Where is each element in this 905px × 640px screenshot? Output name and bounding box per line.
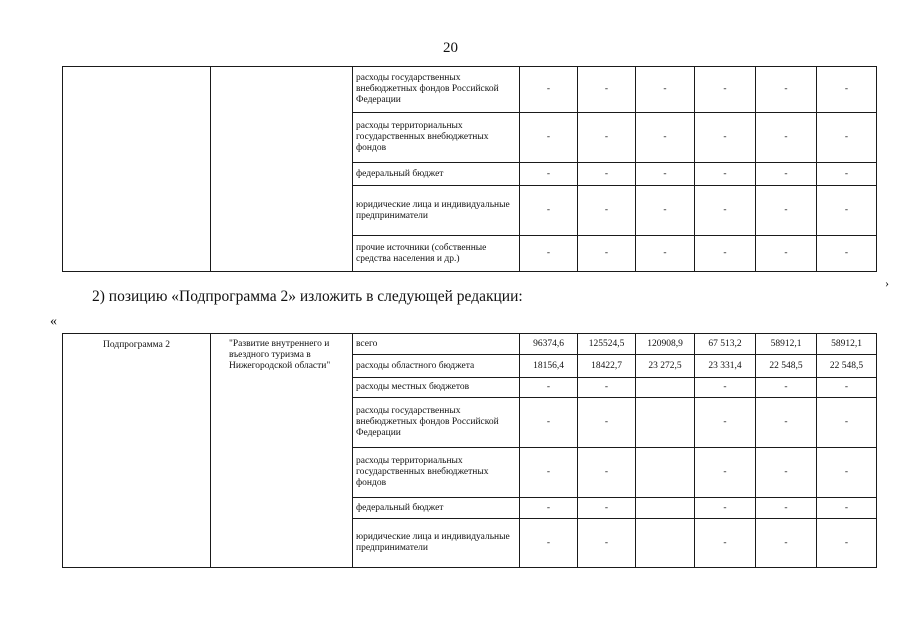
- table-row: [63, 334, 877, 355]
- value-cell: 23 331,4: [695, 355, 756, 378]
- value-cell: -: [636, 67, 695, 113]
- value-cell: 58912,1: [756, 334, 817, 355]
- value-cell: 125524,5: [578, 334, 636, 355]
- value-cell: -: [578, 163, 636, 186]
- value-cell: -: [817, 448, 877, 498]
- value-cell: -: [520, 448, 578, 498]
- funding-source: расходы местных бюджетов: [353, 378, 520, 398]
- value-cell: 22 548,5: [756, 355, 817, 378]
- funding-source: федеральный бюджет: [353, 498, 520, 519]
- value-cell: [636, 498, 695, 519]
- value-cell: -: [520, 519, 578, 568]
- program-cell: [63, 67, 211, 272]
- program-title-cell: [211, 67, 353, 272]
- value-cell: -: [756, 498, 817, 519]
- value-cell: -: [756, 67, 817, 113]
- value-cell: -: [520, 186, 578, 236]
- value-cell: -: [756, 378, 817, 398]
- value-cell: -: [695, 398, 756, 448]
- value-cell: -: [636, 113, 695, 163]
- value-cell: -: [636, 186, 695, 236]
- value-cell: 18422,7: [578, 355, 636, 378]
- value-cell: [636, 519, 695, 568]
- value-cell: -: [817, 398, 877, 448]
- value-cell: -: [756, 398, 817, 448]
- value-cell: -: [695, 498, 756, 519]
- value-cell: -: [578, 113, 636, 163]
- value-cell: 22 548,5: [817, 355, 877, 378]
- value-cell: -: [756, 186, 817, 236]
- value-cell: -: [756, 113, 817, 163]
- program-name: Подпрограмма 2: [63, 334, 211, 568]
- value-cell: -: [756, 448, 817, 498]
- funding-source: расходы государственных внебюджетных фондов Российской Федерации: [353, 398, 520, 448]
- value-cell: -: [817, 186, 877, 236]
- value-cell: -: [636, 163, 695, 186]
- value-cell: -: [520, 67, 578, 113]
- value-cell: -: [756, 236, 817, 272]
- continued-funding-table: [62, 66, 877, 272]
- subprogram-2-funding-table: [62, 333, 877, 568]
- value-cell: 96374,6: [520, 334, 578, 355]
- opening-quote-mark: «: [50, 314, 57, 329]
- value-cell: -: [817, 67, 877, 113]
- value-cell: -: [817, 236, 877, 272]
- value-cell: -: [817, 378, 877, 398]
- value-cell: -: [578, 378, 636, 398]
- funding-source: всего: [353, 334, 520, 355]
- value-cell: -: [817, 163, 877, 186]
- value-cell: -: [578, 498, 636, 519]
- value-cell: 67 513,2: [695, 334, 756, 355]
- value-cell: -: [756, 519, 817, 568]
- value-cell: -: [578, 398, 636, 448]
- funding-source: юридические лица и индивидуальные предприниматели: [353, 519, 520, 568]
- value-cell: 23 272,5: [636, 355, 695, 378]
- value-cell: -: [636, 236, 695, 272]
- value-cell: -: [520, 398, 578, 448]
- value-cell: -: [695, 67, 756, 113]
- page-number: 20: [443, 40, 458, 56]
- value-cell: -: [817, 498, 877, 519]
- value-cell: -: [817, 519, 877, 568]
- program-title: "Развитие внутреннего и въездного туризма в Нижегородской области": [211, 334, 353, 568]
- value-cell: -: [756, 163, 817, 186]
- value-cell: -: [578, 236, 636, 272]
- value-cell: -: [520, 236, 578, 272]
- funding-source: расходы территориальных государственных внебюджетных фондов: [353, 448, 520, 498]
- funding-source: федеральный бюджет: [353, 163, 520, 186]
- amendment-instruction: 2) позицию «Подпрограмма 2» изложить в следующей редакции:: [92, 288, 523, 305]
- value-cell: -: [578, 67, 636, 113]
- value-cell: -: [520, 113, 578, 163]
- edge-mark: ›: [885, 276, 889, 290]
- value-cell: -: [695, 113, 756, 163]
- funding-source: юридические лица и индивидуальные предприниматели: [353, 186, 520, 236]
- value-cell: -: [578, 186, 636, 236]
- value-cell: 120908,9: [636, 334, 695, 355]
- value-cell: -: [520, 498, 578, 519]
- value-cell: -: [695, 163, 756, 186]
- value-cell: -: [520, 378, 578, 398]
- value-cell: -: [695, 236, 756, 272]
- value-cell: 58912,1: [817, 334, 877, 355]
- funding-source: прочие источники (собственные средства населения и др.): [353, 236, 520, 272]
- table-row: [63, 67, 877, 113]
- value-cell: [636, 398, 695, 448]
- value-cell: -: [695, 186, 756, 236]
- value-cell: -: [695, 519, 756, 568]
- value-cell: -: [817, 113, 877, 163]
- funding-source: расходы областного бюджета: [353, 355, 520, 378]
- value-cell: -: [578, 448, 636, 498]
- value-cell: -: [578, 519, 636, 568]
- value-cell: 18156,4: [520, 355, 578, 378]
- value-cell: -: [695, 448, 756, 498]
- value-cell: -: [695, 378, 756, 398]
- value-cell: [636, 378, 695, 398]
- funding-source: расходы государственных внебюджетных фондов Российской Федерации: [353, 67, 520, 113]
- value-cell: -: [520, 163, 578, 186]
- funding-source: расходы территориальных государственных внебюджетных фондов: [353, 113, 520, 163]
- value-cell: [636, 448, 695, 498]
